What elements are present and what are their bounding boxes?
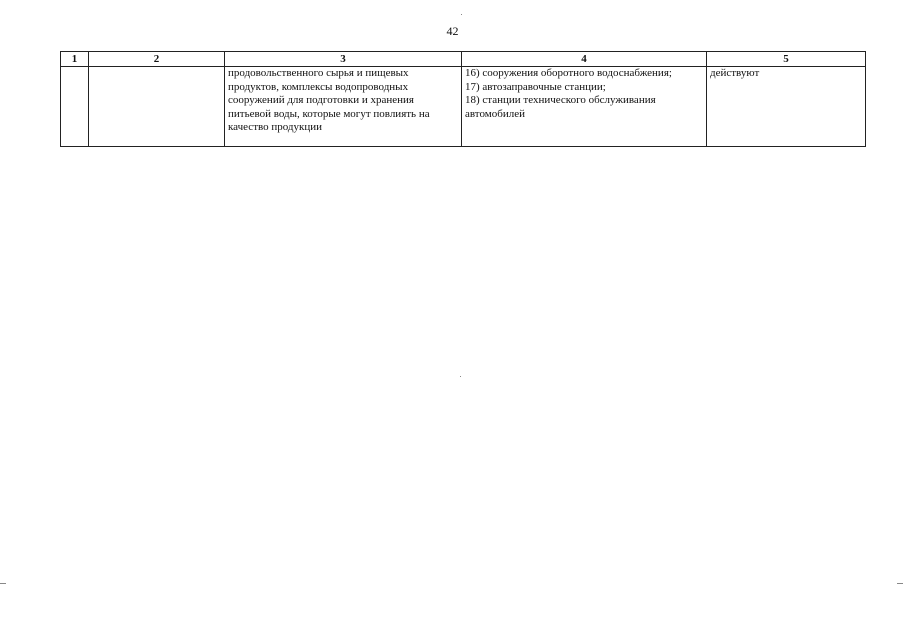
column-header-3: 3 (225, 52, 462, 67)
document-table (60, 51, 866, 147)
scan-artifact-edge-mark (0, 583, 6, 584)
table-row (61, 67, 866, 147)
scan-artifact-edge-mark (897, 583, 903, 584)
cell-col5-text: действуют (710, 67, 760, 79)
list-item: 16) сооружения оборотного водоснабжения; (465, 67, 672, 79)
cell-col4 (462, 67, 707, 147)
cell-col2 (89, 67, 225, 147)
page-number: 42 (446, 24, 459, 38)
column-header-1: 1 (61, 52, 89, 67)
cell-col3 (225, 67, 462, 147)
list-item: 17) автозаправочные станции; (465, 80, 606, 93)
cell-col5 (707, 67, 866, 147)
list-item: 18) станции технического обслуживания автомобилей (465, 94, 656, 120)
column-header-5: 5 (707, 52, 866, 67)
scan-artifact-dot (460, 376, 461, 377)
cell-col3-text: продовольственного сырья и пищевых продуктов, комплексы водопроводных сооружений для подготовки и хранения питьевой воды, которые могут повлиять на качество продукции (228, 67, 430, 133)
column-header-2: 2 (89, 52, 225, 67)
table-header-row (61, 52, 866, 67)
column-header-4: 4 (462, 52, 707, 67)
cell-col1 (61, 67, 89, 147)
scan-artifact-dot (461, 14, 462, 15)
